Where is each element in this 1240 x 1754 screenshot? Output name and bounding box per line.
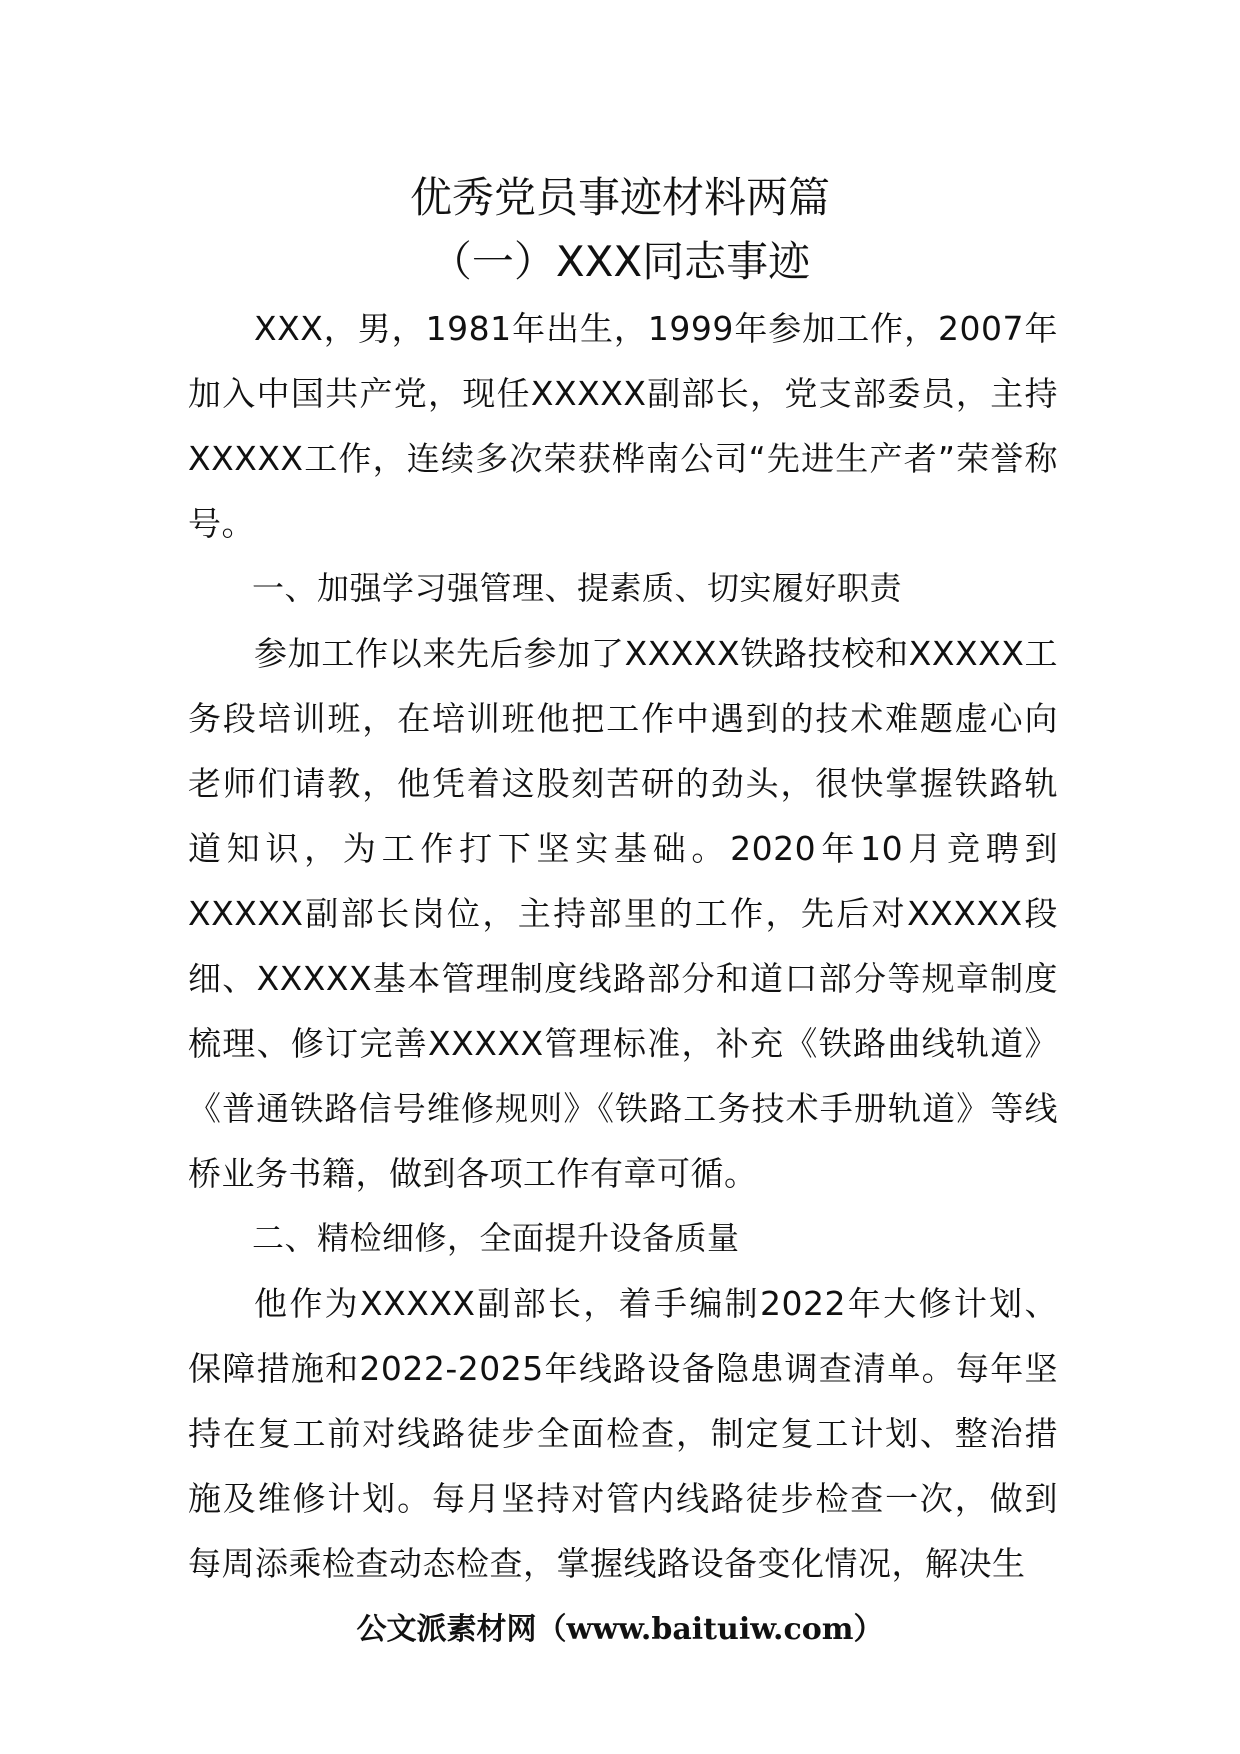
page-footer-watermark: 公文派素材网（www.baituiw.com）	[356, 1612, 884, 1647]
section-2-paragraph: 他作为XXXXX副部长，着手编制2022年大修计划、保障措施和2022-2025年线路设备隐患调查清单。每年坚持在复工前对线路徒步全面检查，制定复工计划、整治措施及维修计划。每月坚持对管内线路徒步检查一次，做到每周添乘检查动态检查，掌握线路设备变化情况，解决生	[188, 1284, 1058, 1583]
section-heading-1: 一、加强学习强管理、提素质、切实履好职责	[252, 569, 903, 607]
section-heading-2: 二、精检细修，全面提升设备质量	[252, 1219, 740, 1257]
document-title: 优秀党员事迹材料两篇	[409, 173, 830, 222]
document-subtitle: （一）XXX同志事迹	[429, 237, 811, 286]
intro-paragraph: XXX，男，1981年出生，1999年参加工作，2007年加入中国共产党，现任XXXXX副部长，党支部委员，主持XXXXX工作，连续多次荣获桦南公司“先进生产者”荣誉称号。	[188, 309, 1058, 543]
document-body	[188, 296, 1058, 1596]
section-1-paragraph: 参加工作以来先后参加了XXXXX铁路技校和XXXXX工务段培训班，在培训班他把工作中遇到的技术难题虚心向老师们请教，他凭着这股刻苦研的劲头，很快掌握铁路轨道知识，为工作打下坚实基础。2020年10月竞聘到XXXXX副部长岗位，主持部里的工作，先后对XXXXX段细、XXXXX基本管理制度线路部分和道口部分等规章制度梳理、修订完善XXXXX管理标准，补充《铁路曲线轨道》《普通铁路信号维修规则》《铁路工务技术手册轨道》等线桥业务书籍，做到各项工作有章可循。	[188, 634, 1058, 1193]
